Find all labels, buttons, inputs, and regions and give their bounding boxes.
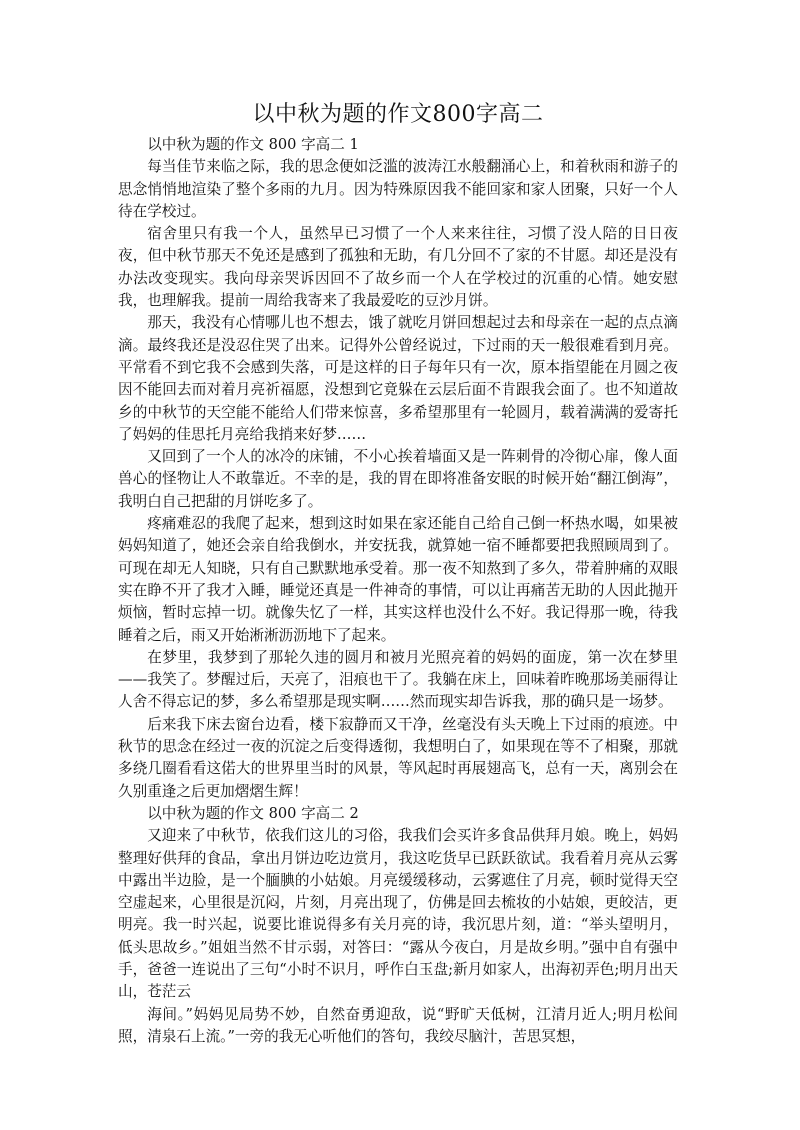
document-title: 以中秋为题的作文800字高二 bbox=[252, 102, 544, 127]
paragraph: 那天，我没有心情哪儿也不想去，饿了就吃月饼回想起过去和母亲在一起的点点滴滴。最终我还是没忍住哭了出来。记得外公曾经说过，下过雨的天一般很难看到月亮。平常看不到它我不会感到失落，可是这样的日子每年只有一次，原本指望能在月圆之夜因不能回去而对着月亮祈福愿，没想到它竟躲在云层后面不肯跟我会面了。也不知道故乡的中秋节的天空能不能给人们带来惊喜，多希望那里有一轮圆月，载着满满的爱寄托了妈妈的佳思托月亮给我捎来好梦…… bbox=[118, 314, 678, 443]
paragraph: 后来我下床去窗台边看，楼下寂静而又干净，丝毫没有头天晚上下过雨的痕迹。中秋节的思念在经过一夜的沉淀之后变得透彻，我想明白了，如果现在等不了相聚，那就多绕几圈看看这偌大的世界里当时的风景，等风起时再展翅高飞，总有一天，离别会在久别重逢之后更加熠熠生辉！ bbox=[118, 715, 678, 800]
paragraph: 又回到了一个人的冰冷的床铺，不小心挨着墙面又是一阵刺骨的冷彻心扉，像人面兽心的怪物让人不敢靠近。不幸的是，我的胃在即将准备安眠的时候开始“翻江倒海”，我明白自己把甜的月饼吃多了。 bbox=[118, 448, 678, 510]
paragraph: 疼痛难忍的我爬了起来，想到这时如果在家还能自己给自己倒一杯热水喝，如果被妈妈知道了，她还会亲自给我倒水，并安抚我，就算她一宿不睡都要把我照顾周到了。可现在却无人知晓，只有自己默默地承受着。那一夜不知熬到了多久，带着肿痛的双眼实在睁不开了我才入睡，睡觉还真是一件神奇的事情，可以让再痛苦无助的人因此抛开烦恼，暂时忘掉一切。就像失忆了一样，其实这样也没什么不好。我记得那一晚，待我睡着之后，雨又开始淅淅沥沥地下了起来。 bbox=[118, 515, 678, 644]
document-page bbox=[118, 100, 678, 1048]
paragraph: 每当佳节来临之际，我的思念便如泛滥的波涛江水般翻涌心上，和着秋雨和游子的思念悄悄地渲染了整个多雨的九月。因为特殊原因我不能回家和家人团聚，只好一个人待在学校过。 bbox=[118, 158, 678, 220]
paragraph: 海间。”妈妈见局势不妙，自然奋勇迎敌，说“野旷天低树，江清月近人;明月松间照，清泉石上流。”一旁的我无心听他们的答句，我绞尽脑汁，苦思冥想， bbox=[118, 1005, 678, 1045]
paragraph: 又迎来了中秋节，依我们这儿的习俗，我我们会买许多食品供拜月娘。晚上，妈妈整理好供拜的食品，拿出月饼边吃边赏月，我这吃货早已跃跃欲试。我看着月亮从云雾中露出半边脸，是一个腼腆的小姑娘。月亮缓缓移动，云雾遮住了月亮，顿时觉得天空空虚起来，心里很是沉闷，片刻，月亮出现了，仿佛是回去梳妆的小姑娘，更皎洁，更明亮。我一时兴起，说要比谁说得多有关月亮的诗，我沉思片刻，道：“举头望明月，低头思故乡。”姐姐当然不甘示弱，对答曰：“露从今夜白，月是故乡明。”强中自有强中手，爸爸一连说出了三句“小时不识月，呼作白玉盘;新月如家人，出海初弄色;明月出天山，苍茫云 bbox=[118, 827, 678, 1001]
section-heading: 以中秋为题的作文 800 字高二 1 bbox=[147, 136, 359, 153]
paragraph: 在梦里，我梦到了那轮久违的圆月和被月光照亮着的妈妈的面庞，第一次在梦里——我笑了。梦醒过后，天亮了，泪痕也干了。我躺在床上，回味着昨晚那场美丽得让人舍不得忘记的梦，多么希望那是现实啊……然而现实却告诉我，那的确只是一场梦。 bbox=[118, 648, 678, 711]
section-heading: 以中秋为题的作文 800 字高二 2 bbox=[147, 804, 359, 822]
document-body bbox=[118, 134, 678, 1048]
paragraph: 宿舍里只有我一个人，虽然早已习惯了一个人来来往往，习惯了没人陪的日日夜夜，但中秋节那天不免还是感到了孤独和无助，有几分回不了家的不甘愿。却还是没有办法改变现实。我向母亲哭诉因回不了故乡而一个人在学校过的沉重的心情。她安慰我，也理解我。提前一周给我寄来了我最爱吃的豆沙月饼。 bbox=[118, 225, 678, 310]
